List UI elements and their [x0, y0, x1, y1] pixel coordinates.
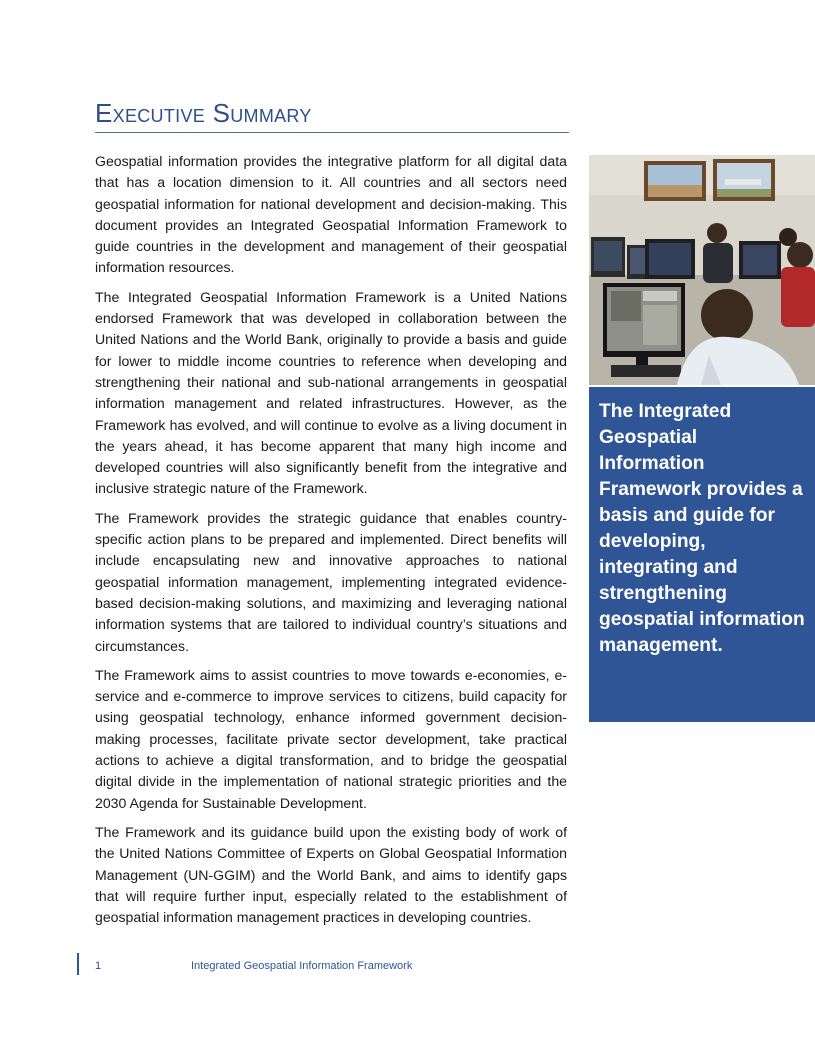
paragraph: The Integrated Geospatial Information Framework is a United Nations endorsed Framework that was developed in collaboration between the United Nations and the World Bank, originally to provide a basis and guide for lower to middle income countries to reference when developing and strengthening their national and sub-national arrangements in geospatial information management and related infrastructures. However, as the Framework has evolved, and will continue to evolve as a living document in the years ahead, it has become apparent that many high income and developed countries will also significantly benefit from the integrative and inclusive strategic nature of the Framework. [95, 288, 567, 497]
paragraph: The Framework aims to assist countries to move towards e-economies, e-service and e-commerce to improve services to citizens, build capacity for using geospatial technology, enhance informed government decision-making processes, facilitate private sector development, take practical actions to achieve a digital transformation, and to bridge the geospatial digital divide in the implementation of national strategic priorities and the 2030 Agenda for Sustainable Development. [95, 666, 567, 811]
footer-accent-bar [77, 953, 79, 975]
callout-box [589, 387, 815, 722]
paragraph: Geospatial information provides the integrative platform for all digital data that has a location dimension to it. All countries and all sectors need geospatial information for national development and decision-making. This document provides an Integrated Geospatial Information Framework to guide countries in the development and management of their geospatial information resources. [95, 153, 567, 276]
footer-page-number: 1 [95, 960, 102, 972]
paragraph: The Framework provides the strategic guidance that enables country-specific action plans to be prepared and implemented. Direct benefits will include encapsulating new and innovative approaches to national geospatial information management, implementing integrated evidence-based decision-making solutions, and maximizing and leveraging national information systems that are tailored to individual country’s situations and circumstances. [95, 509, 567, 654]
computer-lab-photo [589, 155, 815, 385]
page-title: Executive Summary [95, 98, 312, 128]
title-underline [95, 132, 569, 133]
footer-document-title: Integrated Geospatial Information Framework [191, 960, 413, 972]
paragraph: The Framework and its guidance build upon the existing body of work of the United Nations Committee of Experts on Global Geospatial Information Management (UN-GGIM) and the World Bank, and aims to identify gaps that will require further input, especially related to the establishment of geospatial information management practices in developing countries. [95, 823, 567, 926]
callout-text: The Integrated Geospatial Information Framework provides a basis and guide for developing, integrating and strengthening geospatial information management. [599, 401, 805, 656]
body-text [95, 151, 567, 936]
